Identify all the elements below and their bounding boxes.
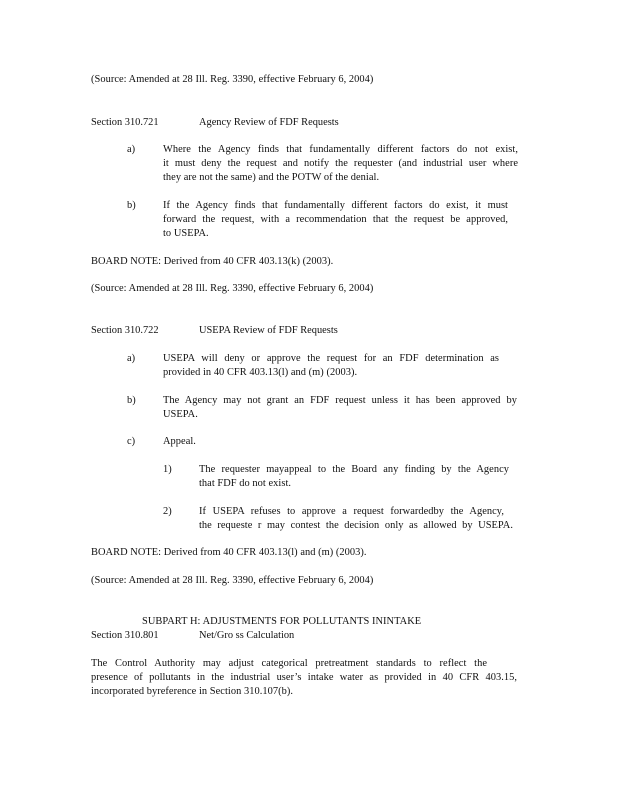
paragraph-line: If the Agency finds that fundamentally different factors do exist, it must (163, 200, 508, 211)
subsection-label: b) (127, 200, 136, 211)
paragraph-line: to USEPA. (163, 228, 209, 239)
section-number: Section 310.722 (91, 325, 159, 336)
source-note: (Source: Amended at 28 Ill. Reg. 3390, effective February 6, 2004) (91, 74, 374, 85)
subsection-label: a) (127, 353, 136, 364)
subsection-label: b) (127, 395, 136, 406)
paragraph-line: USEPA will deny or approve the request for an FDF determination as (163, 353, 499, 364)
paragraph-line: Where the Agency finds that fundamentally different factors do not exist, (163, 144, 518, 155)
item-label: 1) (163, 464, 172, 475)
source-note: (Source: Amended at 28 Ill. Reg. 3390, effective February 6, 2004) (91, 575, 374, 586)
paragraph-line: it must deny the request and notify the requester (and industrial user where (163, 158, 518, 169)
item-label: 2) (163, 506, 172, 517)
board-note: BOARD NOTE: Derived from 40 CFR 403.13(k) (2003). (91, 256, 334, 267)
subsection-label: a) (127, 144, 136, 155)
section-title: Net/Gro ss Calculation (199, 630, 295, 641)
paragraph-line: the requeste r may contest the decision only as allowed by USEPA. (199, 520, 513, 531)
paragraph-line: provided in 40 CFR 403.13(l) and (m) (2003). (163, 367, 358, 378)
section-title: USEPA Review of FDF Requests (199, 325, 338, 336)
paragraph-line: If USEPA refuses to approve a request forwardedby the Agency, (199, 506, 504, 517)
source-note: (Source: Amended at 28 Ill. Reg. 3390, effective February 6, 2004) (91, 283, 374, 294)
paragraph-line: presence of pollutants in the industrial user’s intake water as provided in 40 CFR 403.15, (91, 672, 517, 683)
paragraph-line: forward the request, with a recommendation that the request be approved, (163, 214, 508, 225)
paragraph-line: they are not the same) and the POTW of the denial. (163, 172, 380, 183)
subpart-heading: SUBPART H: ADJUSTMENTS FOR POLLUTANTS ININTAKE (142, 616, 422, 627)
paragraph-line: USEPA. (163, 409, 198, 420)
section-number: Section 310.801 (91, 630, 159, 641)
subsection-label: c) (127, 436, 136, 447)
paragraph-line: The Agency may not grant an FDF request unless it has been approved by (163, 395, 517, 406)
paragraph-line: The requester mayappeal to the Board any finding by the Agency (199, 464, 509, 475)
section-number: Section 310.721 (91, 117, 159, 128)
paragraph-line: Appeal. (163, 436, 196, 447)
paragraph-line: incorporated byreference in Section 310.107(b). (91, 686, 294, 697)
paragraph-line: The Control Authority may adjust categorical pretreatment standards to reflect the (91, 658, 487, 669)
board-note: BOARD NOTE: Derived from 40 CFR 403.13(l) and (m) (2003). (91, 547, 367, 558)
paragraph-line: that FDF do not exist. (199, 478, 292, 489)
section-title: Agency Review of FDF Requests (199, 117, 339, 128)
